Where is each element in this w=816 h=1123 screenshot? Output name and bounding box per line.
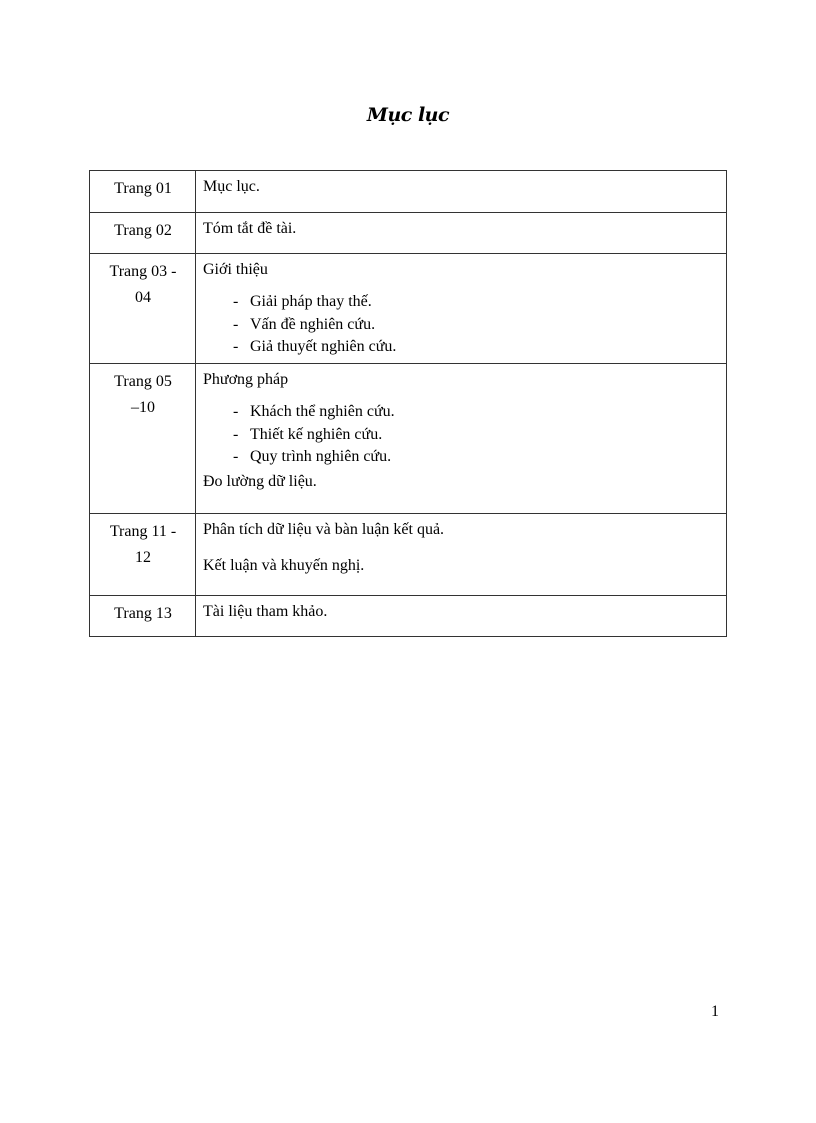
page-range-line: 12 — [135, 549, 151, 566]
subsection-list — [203, 291, 720, 359]
section-title: Mục lục. — [196, 171, 727, 213]
subsection-label: Quy trình nghiên cứu. — [250, 448, 392, 465]
table-row — [90, 171, 727, 213]
subsection-label: Khách thể nghiên cứu. — [250, 403, 395, 420]
subsection-label: Vấn đề nghiên cứu. — [250, 315, 376, 333]
section-note: Đo lường dữ liệu. — [203, 472, 317, 490]
table-of-contents — [89, 170, 727, 637]
page-range — [90, 364, 196, 514]
page-range — [90, 514, 196, 596]
section-cell — [196, 254, 727, 364]
page-range-line: Trang 11 - — [109, 523, 177, 540]
table-row — [90, 596, 727, 637]
page-range — [90, 254, 196, 364]
page-range: Trang 02 — [90, 213, 196, 254]
subsection-label: Thiết kế nghiên cứu. — [250, 425, 383, 443]
page-range-line: Trang 03 - — [109, 263, 177, 280]
table-row — [90, 364, 727, 514]
section-cell — [196, 514, 727, 596]
page-title: Mục lục — [366, 104, 450, 126]
section-title: Phân tích dữ liệu và bàn luận kết quả. — [203, 521, 445, 538]
table-row — [90, 254, 727, 364]
section-title: Phương pháp — [203, 371, 289, 388]
section-title: Kết luận và khuyến nghị. — [203, 557, 365, 574]
subsection-label: Giải pháp thay thế. — [250, 293, 372, 310]
list-item: - Khách thể nghiên cứu. — [233, 403, 395, 420]
subsection-list — [203, 401, 720, 469]
section-title: Tóm tắt đề tài. — [196, 213, 727, 254]
page-range-line: 04 — [135, 289, 151, 306]
section-cell — [196, 364, 727, 514]
subsection-label: Giả thuyết nghiên cứu. — [250, 338, 397, 355]
list-item: - Thiết kế nghiên cứu. — [233, 425, 383, 443]
list-item: - Giả thuyết nghiên cứu. — [233, 338, 397, 355]
page-range-line: Trang 05 — [114, 373, 172, 390]
page-range: Trang 13 — [90, 596, 196, 637]
table-row — [90, 514, 727, 596]
list-item: - Quy trình nghiên cứu. — [233, 448, 392, 465]
section-title: Tài liệu tham khảo. — [196, 596, 727, 637]
list-item: - Vấn đề nghiên cứu. — [233, 315, 376, 333]
list-item: - Giải pháp thay thế. — [233, 293, 372, 310]
page-number: 1 — [711, 1003, 719, 1020]
page-range-line: –10 — [131, 399, 155, 416]
page-range: Trang 01 — [90, 171, 196, 213]
table-row — [90, 213, 727, 254]
section-title: Giới thiệu — [203, 261, 268, 278]
